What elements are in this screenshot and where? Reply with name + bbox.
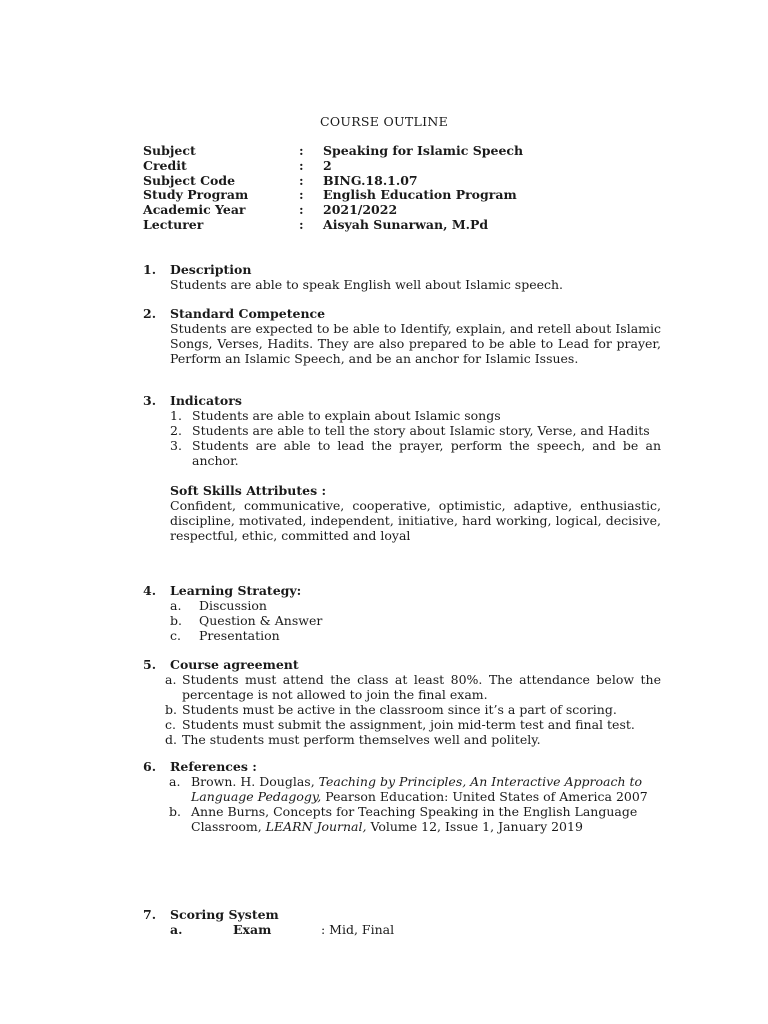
list-text: Students are able to lead the prayer, perform the speech, and be an anchor. [192,438,661,468]
section-scoring-system [143,907,661,937]
section-number: 7. [143,907,157,922]
section-number: 2. [143,306,157,321]
info-row-lecturer [143,217,523,232]
list-item [165,672,661,702]
section-heading [143,306,661,321]
section-heading [143,393,661,408]
info-colon: : [299,216,304,232]
info-colon: : [299,143,304,158]
agreement-list [165,672,661,747]
section-heading [143,657,661,672]
list-text: Presentation [199,628,280,643]
section-standard-competence [143,306,661,366]
info-colon: : [299,157,304,173]
list-item [165,732,661,747]
strategy-list [143,598,661,643]
section-title: Course agreement [170,657,299,672]
list-item [165,717,661,732]
list-marker: b. [170,613,182,628]
list-item [170,613,661,628]
list-marker: 1. [170,408,182,423]
info-row-study-program [143,187,523,202]
info-key: Lecturer [143,216,204,232]
reference-title: Teaching by Principles, An Interactive Approach to Language Pedagogy, [191,774,643,804]
reference-author: Brown. H. Douglas, [191,774,319,789]
list-marker: d. [165,732,177,747]
section-references [143,759,661,834]
list-text: Students are able to tell the story about Islamic story, Verse, and Hadits [192,423,650,438]
section-number: 6. [143,759,157,774]
list-marker: b. [169,804,181,819]
info-value: 2 [323,157,332,173]
list-marker: a. [165,672,177,687]
soft-skills-text: Confident, communicative, cooperative, optimistic, adaptive, enthusiastic, discipline, motivated, independent, initiative, hard working, logical, decisive, respectful, ethic, committed and loyal [170,498,661,543]
section-number: 3. [143,393,157,408]
list-text: Question & Answer [199,613,323,628]
info-row-subject [143,143,523,158]
list-marker: a. [169,774,181,789]
list-item [170,598,661,613]
section-text: Students are expected to be able to Identify, explain, and retell about Islamic Songs, Verses, Hadits. They are also prepared to be able to Lead for prayer, Perform an Islamic Speech, and be an anchor for Islamic Issues. [170,321,661,366]
reference-text [191,804,661,834]
reference-list [169,774,661,834]
list-item [165,702,661,717]
info-key: Academic Year [143,202,246,218]
info-key: Subject Code [143,172,236,188]
reference-author: Anne Burns, Concepts for Teaching Speaking in the English Language Classroom, [191,804,638,834]
list-text: Students must be active in the classroom since it’s a part of scoring. [182,702,617,717]
info-row-credit [143,158,523,173]
list-marker: b. [165,702,177,717]
list-text: Students are able to explain about Islamic songs [192,408,501,423]
scoring-marker: a. [170,922,183,937]
section-title: Description [170,262,252,277]
course-info-table [143,143,523,232]
reference-journal: LEARN Journal, [265,819,367,834]
list-text: Students must attend the class at least 80%. The attendance below the percentage is not allowed to join the final exam. [182,672,661,702]
scoring-row [143,922,661,937]
list-text: The students must perform themselves well and politely. [182,732,541,747]
section-title: References : [170,759,257,774]
scoring-label: Exam [233,922,272,937]
section-title: Indicators [170,393,242,408]
list-item [170,408,661,423]
section-description [143,262,661,292]
info-value: Aisyah Sunarwan, M.Pd [323,216,489,232]
list-item [170,628,661,643]
list-text: Students must submit the assignment, join mid-term test and final test. [182,717,635,732]
info-row-academic-year [143,202,523,217]
info-value: 2021/2022 [323,202,398,218]
section-title: Scoring System [170,907,279,922]
section-indicators [143,393,661,543]
reference-issue: Volume 12, Issue 1, January 2019 [366,819,583,834]
list-marker: 3. [170,438,182,453]
section-heading [143,907,661,922]
info-row-subject-code [143,173,523,188]
list-marker: c. [165,717,176,732]
reference-text [191,774,661,804]
info-value: BING.18.1.07 [323,172,418,188]
section-title: Learning Strategy: [170,583,302,598]
section-number: 4. [143,583,157,598]
section-number: 5. [143,657,157,672]
list-text: Discussion [199,598,267,613]
reference-item [169,804,661,834]
list-item [170,438,661,468]
info-value: Speaking for Islamic Speech [323,143,524,158]
info-key: Subject [143,143,196,158]
section-title: Standard Competence [170,306,326,321]
list-marker: a. [170,598,182,613]
section-heading [143,759,661,774]
info-key: Study Program [143,187,249,203]
info-value: English Education Program [323,187,517,203]
reference-item [169,774,661,804]
info-colon: : [299,172,304,188]
reference-publisher: Pearson Education: United States of America 2007 [321,789,648,804]
section-number: 1. [143,262,157,277]
info-colon: : [299,202,304,218]
scoring-value: : Mid, Final [321,922,395,937]
section-heading [143,262,661,277]
info-key: Credit [143,157,187,173]
indicator-list [143,408,661,543]
section-learning-strategy [143,583,661,643]
info-colon: : [299,187,304,203]
list-marker: c. [170,628,181,643]
section-heading [143,583,661,598]
section-course-agreement [143,657,661,747]
soft-skills-heading: Soft Skills Attributes : [170,483,327,498]
list-item [170,423,661,438]
page-title: COURSE OUTLINE [319,114,449,129]
section-text: Students are able to speak English well about Islamic speech. [170,277,564,292]
list-marker: 2. [170,423,182,438]
